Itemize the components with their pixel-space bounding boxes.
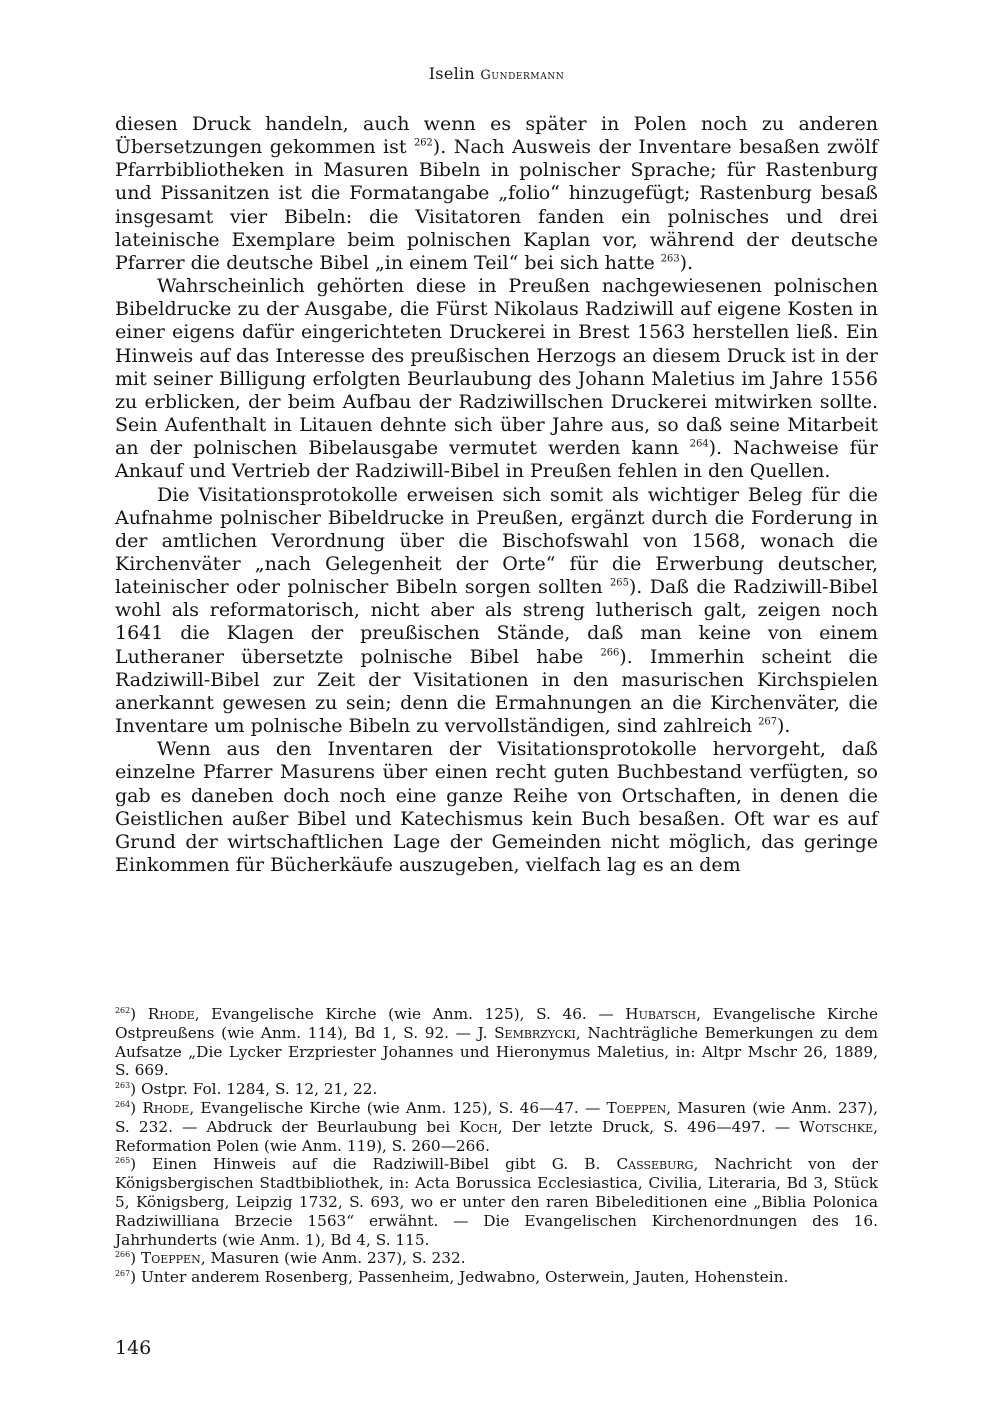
footnote-ref-263: 263: [660, 253, 680, 265]
footnote-267: $^{267}$) Unter anderem Rosenberg, Passenheim, Jedwabno, Osterwein, Jauten, Hohenstein.: [115, 1268, 789, 1287]
text-run: , Evangelische Kirche Ostpreußens (wie Anm. 114), Bd 1, S. 92. — J.: [115, 1005, 878, 1042]
text-run: Unter anderem Rosenberg, Passenheim, Jedwabno, Osterwein, Jauten, Hohenstein.: [141, 1268, 789, 1287]
text-run: Einen Hinweis auf die Radziwill-Bibel gibt G. B.: [152, 1155, 617, 1174]
author-name: Rhode: [147, 1005, 195, 1023]
author-name: Toeppen: [141, 1249, 201, 1268]
author-name: Wotschke: [799, 1117, 874, 1136]
text-run: ). Nachweise für Ankauf und Vertrieb der Radziwill-Bibel in Preußen fehlen in den Quellen.: [115, 437, 878, 483]
paragraph-2: [115, 275, 878, 483]
main-text: [115, 113, 878, 877]
footnote-number: 266: [115, 1250, 131, 1260]
paragraph-4: Wenn aus den Inventaren der Visitationsprotokolle hervorgeht, daß einzelne Pfarrer Masurens über einen recht guten Buchbestand verfügten, so gab es daneben doch noch eine ganze Reihe von Ortschaften, in denen die Geistlichen außer Bibel und Katechismus kein Buch besaßen. Oft war es auf Grund der wirtschaftlichen Lage der Gemeinden nicht möglich, das geringe Einkommen für Bücherkäufe auszugeben, vielfach lag es an dem: [115, 738, 878, 876]
text-run: , Evangelische Kirche (wie Anm. 125), S. 46. —: [194, 1005, 626, 1023]
text-run: ).: [776, 715, 791, 738]
author-name: Rhode: [142, 1098, 190, 1117]
paragraph-1: [115, 113, 878, 275]
footnote-263: $^{263}$) Ostpr. Fol. 1284, S. 12, 21, 22.: [115, 1080, 378, 1099]
author-name: Toeppen: [606, 1098, 667, 1117]
author-name: Koch: [459, 1117, 498, 1136]
text-run: , Evangelische Kirche (wie Anm. 125), S. 46—47. —: [189, 1098, 607, 1117]
footnote-262: $^{262}$) Rhode, Evangelische Kirche (wie Anm. 125), S. 46. — Hubatsch, Evangelische Kirche Ostpreußens (wie Anm. 114), Bd 1, S. 92. — J. Sembrzycki, Nachträgliche Bemerkungen zu dem Aufsatze „Die Lycker Erzpriester Johannes und Hieronymus Maletius, in: Altpr Mschr 26, 1889, S. 669.: [115, 1005, 878, 1080]
text-run: ).: [679, 251, 694, 274]
text-run: ). Immerhin scheint die Radziwill-Bibel zur Zeit der Visitationen in den masurischen Kirchspielen anerkannt gewesen zu sein; denn die Ermahnungen an die Kirchenväter, die Inventare um polnische Bibeln zu vervollständigen, sind zahlreich: [115, 645, 878, 738]
footnote-266: $^{266}$) Toeppen, Masuren (wie Anm. 237), S. 232.: [115, 1249, 466, 1268]
header-author-last: Gundermann: [480, 68, 565, 83]
text-run: Wahrscheinlich gehörten diese in Preußen nachgewiesenen polnischen Bibeldrucke zu der Ausgabe, die Fürst Nikolaus Radziwill auf eigene Kosten in einer eigens dafür eingerichteten Druckerei in Brest 1563 herstellen ließ. Ein Hinweis auf das Interesse des preußischen Herzogs an diesem Druck ist in der mit seiner Billigung erfolgten Beurlaubung des Johann Maletius im Jahre 1556 zu erblicken, der beim Aufbau der Radziwillschen Druckerei mitwirken sollte. Sein Aufenthalt in Litauen dehnte sich über Jahre aus, so daß seine Mitarbeit an der polnischen Bibelausgabe vermutet werden kann: [115, 275, 878, 460]
footnote-ref-262: 262: [413, 137, 433, 149]
footnote-265: $^{265}$) Einen Hinweis auf die Radziwill-Bibel gibt G. B. Casseburg, Nachricht von der Königsbergischen Stadtbibliothek, in: Acta Borussica Ecclesiastica, Civilia, Literaria, Bd 3, Stück 5, Königsberg, Leipzig 1732, S. 693, wo er unter den raren Bibeleditionen eine „Biblia Polonica Radziwilliana Brzecie 1563“ erwähnt. — Die Evangelischen Kirchenordnungen des 16. Jahrhunderts (wie Anm. 1), Bd 4, S. 115.: [115, 1155, 878, 1249]
text-run: , Nachträgliche Bemerkungen zu dem Aufsatze „Die Lycker Erzpriester Johannes und Hieronymus Maletius, in: Altpr Mschr 26, 1889, S. 669.: [115, 1023, 878, 1080]
text-run: diesen Druck handeln, auch wenn es später in Polen noch zu anderen Übersetzungen gekommen ist: [115, 113, 878, 159]
paragraph-3: [115, 484, 878, 739]
author-name: Sembrzycki: [494, 1023, 576, 1042]
text-run: , Masuren (wie Anm. 237), S. 232.: [200, 1249, 466, 1268]
page-number: 146: [115, 1337, 152, 1359]
footnote-number: 263: [115, 1081, 131, 1091]
text-run: ). Nach Ausweis der Inventare besaßen zwölf Pfarrbibliotheken in Masuren Bibeln in polnischer Sprache; für Rastenburg und Pissanitzen ist die Formatangabe „folio“ hinzugefügt; Rastenburg besaß insgesamt vier Bibeln: die Visitatoren fanden ein polnisches und drei lateinische Exemplare beim polnischen Kaplan vor, während der deutsche Pfarrer die deutsche Bibel „in einem Teil“ bei sich hatte: [115, 136, 878, 274]
text-run: , Nachricht von der Königsbergischen Stadtbibliothek, in: Acta Borussica Ecclesiastica, Civilia, Literaria, Bd 3, Stück 5, Königsberg, Leipzig 1732, S. 693, wo er unter den raren Bibeleditionen eine „Biblia Polonica Radziwilliana Brzecie 1563“ erwähnt. — Die Evangelischen Kirchenordnungen des 16. Jahrhunderts (wie Anm. 1), Bd 4, S. 115.: [115, 1155, 878, 1249]
text-run: , Masuren (wie Anm. 237), S. 232. — Abdruck der Beurlaubung bei: [115, 1098, 878, 1136]
footnote-ref-264: 264: [689, 438, 709, 450]
footnote-number: 264: [115, 1100, 131, 1110]
footnotes: [115, 1005, 878, 1287]
footnote-ref-267: 267: [758, 716, 777, 728]
footnote-number: 265: [115, 1156, 131, 1166]
text-run: , Der letzte Druck, S. 496—497. —: [497, 1117, 800, 1136]
footnote-264: $^{264}$) Rhode, Evangelische Kirche (wie Anm. 125), S. 46—47. — Toeppen, Masuren (wie Anm. 237), S. 232. — Abdruck der Beurlaubung bei Koch, Der letzte Druck, S. 496—497. — Wotschke, Reformation Polen (wie Anm. 119), S. 260—266.: [115, 1098, 879, 1155]
author-name: Casseburg: [616, 1155, 694, 1174]
footnote-number: 262: [115, 1006, 131, 1016]
author-name: Hubatsch: [625, 1005, 697, 1023]
footnote-ref-265: 265: [610, 577, 629, 589]
text-run: Ostpr. Fol. 1284, S. 12, 21, 22.: [141, 1080, 378, 1099]
text-run: , Reformation Polen (wie Anm. 119), S. 260—266.: [115, 1117, 879, 1155]
footnote-number: 267: [115, 1269, 131, 1279]
running-header: [115, 64, 878, 83]
text-run: ). Daß die Radziwill-Bibel wohl als reformatorisch, nicht aber als streng lutherisch galt, zeigen noch 1641 die Klagen der preußischen Stände, daß man keine von einem Lutheraner übersetzte polnische Bibel habe: [115, 576, 878, 668]
text-run: Die Visitationsprotokolle erweisen sich somit als wichtiger Beleg für die Aufnahme polnischer Bibeldrucke in Preußen, ergänzt durch die Forderung in der amtlichen Verordnung über die Bischofswahl von 1568, wonach die Kirchenväter „nach Gelegenheit der Orte“ für die Erwerbung deutscher, lateinischer oder polnischer Bibeln sorgen sollten: [115, 483, 878, 599]
header-author-first: Iselin: [428, 64, 476, 83]
footnote-ref-266: 266: [600, 647, 620, 659]
